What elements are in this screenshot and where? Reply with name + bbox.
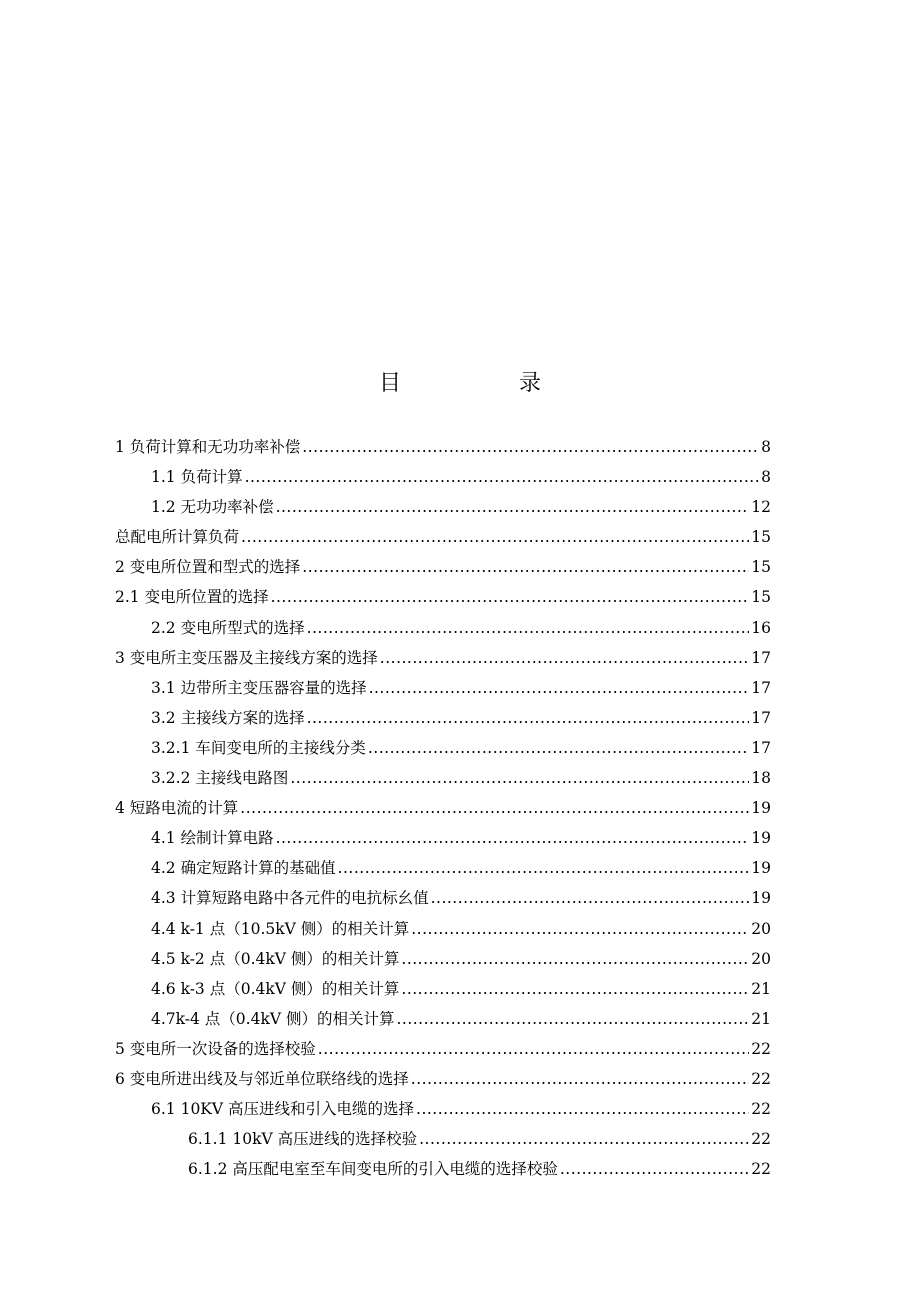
toc-entry[interactable] bbox=[115, 1094, 771, 1124]
toc-entry-page: 19 bbox=[751, 859, 771, 878]
toc-entry-page: 17 bbox=[751, 678, 771, 697]
toc-entry-page: 15 bbox=[751, 588, 771, 607]
toc-entry-page: 22 bbox=[751, 1039, 771, 1058]
toc-entry-label: 5 变电所一次设备的选择校验 bbox=[115, 1039, 316, 1058]
toc-entry-label: 6.1.1 10kV 高压进线的选择校验 bbox=[188, 1130, 418, 1149]
toc-dot-leader bbox=[411, 1064, 749, 1094]
toc-entry-page: 22 bbox=[751, 1130, 771, 1149]
toc-entry[interactable] bbox=[115, 853, 771, 883]
toc-entry[interactable] bbox=[115, 974, 771, 1004]
toc-entry[interactable] bbox=[115, 462, 771, 492]
toc-entry[interactable] bbox=[115, 793, 771, 823]
toc-entry-page: 18 bbox=[751, 769, 771, 788]
toc-entry[interactable] bbox=[115, 883, 771, 913]
toc-entry[interactable] bbox=[115, 1034, 771, 1064]
toc-dot-leader bbox=[338, 853, 750, 883]
toc-dot-leader bbox=[318, 1034, 749, 1064]
toc-entry[interactable] bbox=[115, 432, 771, 462]
toc-entry-page: 19 bbox=[751, 829, 771, 848]
toc-entry[interactable] bbox=[115, 763, 771, 793]
toc-entry[interactable] bbox=[115, 522, 771, 552]
toc-dot-leader bbox=[419, 1124, 749, 1154]
toc-entry-page: 21 bbox=[751, 1009, 771, 1028]
toc-entry-page: 19 bbox=[751, 799, 771, 818]
toc-dot-leader bbox=[307, 613, 750, 643]
toc-entry-page: 22 bbox=[751, 1069, 771, 1088]
toc-dot-leader bbox=[240, 793, 749, 823]
toc-entry-label: 3.2.1 车间变电所的主接线分类 bbox=[151, 738, 366, 757]
toc-entry-label: 2.1 变电所位置的选择 bbox=[115, 588, 269, 607]
toc-dot-leader bbox=[368, 733, 749, 763]
toc-dot-leader bbox=[276, 823, 750, 853]
toc-dot-leader bbox=[302, 432, 759, 462]
toc-entry[interactable] bbox=[115, 733, 771, 763]
toc-dot-leader bbox=[241, 522, 749, 552]
toc-dot-leader bbox=[245, 462, 760, 492]
toc-entry-page: 12 bbox=[751, 498, 771, 517]
toc-dot-leader bbox=[431, 883, 750, 913]
toc-entry-label: 4.4 k-1 点（10.5kV 侧）的相关计算 bbox=[151, 919, 410, 938]
toc-dot-leader bbox=[307, 703, 750, 733]
toc-entry-label: 1 负荷计算和无功功率补偿 bbox=[115, 438, 301, 456]
toc-entry-page: 22 bbox=[751, 1100, 771, 1119]
toc-entry-label: 3.1 边带所主变压器容量的选择 bbox=[151, 678, 367, 697]
toc-entry[interactable] bbox=[115, 944, 771, 974]
toc-dot-leader bbox=[560, 1154, 749, 1184]
toc-entry-page: 19 bbox=[751, 889, 771, 908]
toc-entry-label: 4.6 k-3 点（0.4kV 侧）的相关计算 bbox=[151, 979, 400, 998]
toc-entry-label: 3.2.2 主接线电路图 bbox=[151, 769, 289, 788]
toc-entry[interactable] bbox=[115, 1004, 771, 1034]
toc-entry-label: 1.2 无功功率补偿 bbox=[151, 498, 274, 517]
toc-dot-leader bbox=[271, 582, 750, 612]
toc-entry-label: 4.2 确定短路计算的基础值 bbox=[151, 859, 336, 878]
toc-entry-page: 20 bbox=[751, 919, 771, 938]
toc-entry[interactable] bbox=[115, 613, 771, 643]
toc-entry[interactable] bbox=[115, 1124, 771, 1154]
toc-entry[interactable] bbox=[115, 703, 771, 733]
toc-entry-label: 4.3 计算短路电路中各元件的电抗标幺值 bbox=[151, 889, 429, 908]
toc-entry-label: 总配电所计算负荷 bbox=[115, 528, 240, 547]
toc-dot-leader bbox=[416, 1094, 749, 1124]
toc-entry-page: 21 bbox=[751, 979, 771, 998]
toc-dot-leader bbox=[380, 643, 749, 673]
toc-entry[interactable] bbox=[115, 552, 771, 582]
toc-entry[interactable] bbox=[115, 643, 771, 673]
toc-dot-leader bbox=[411, 914, 749, 944]
toc-entry-label: 2.2 变电所型式的选择 bbox=[151, 618, 305, 637]
toc-entry-label: 6 变电所进出线及与邻近单位联络线的选择 bbox=[115, 1069, 409, 1088]
toc-entry[interactable] bbox=[115, 673, 771, 703]
toc-entry-label: 3 变电所主变压器及主接线方案的选择 bbox=[115, 648, 378, 667]
toc-entry-label: 4 短路电流的计算 bbox=[115, 799, 239, 818]
toc-dot-leader bbox=[276, 492, 750, 522]
toc-entry[interactable] bbox=[115, 914, 771, 944]
toc-entry-page: 15 bbox=[751, 558, 771, 577]
toc-entry-label: 1.1 负荷计算 bbox=[151, 468, 243, 487]
toc-entry-page: 16 bbox=[751, 618, 771, 637]
toc-dot-leader bbox=[396, 1004, 749, 1034]
toc-dot-leader bbox=[401, 944, 749, 974]
toc-entry[interactable] bbox=[115, 582, 771, 612]
toc-entry-page: 17 bbox=[751, 648, 771, 667]
toc-entry-page: 8 bbox=[761, 468, 771, 487]
toc-title: 目 录 bbox=[378, 371, 589, 396]
toc-entry[interactable] bbox=[115, 823, 771, 853]
toc-entry-page: 15 bbox=[751, 528, 771, 547]
toc-entry-label: 3.2 主接线方案的选择 bbox=[151, 708, 305, 727]
toc-dot-leader bbox=[302, 552, 749, 582]
toc-entry-label: 6.1 10KV 高压进线和引入电缆的选择 bbox=[151, 1100, 415, 1119]
toc-dot-leader bbox=[290, 763, 749, 793]
toc-entry[interactable] bbox=[115, 492, 771, 522]
toc-entry-label: 4.1 绘制计算电路 bbox=[151, 829, 274, 848]
toc-entry[interactable] bbox=[115, 1064, 771, 1094]
toc-entry-label: 2 变电所位置和型式的选择 bbox=[115, 558, 301, 577]
toc-dot-leader bbox=[369, 673, 750, 703]
toc-entry-page: 17 bbox=[751, 708, 771, 727]
toc-entry-page: 17 bbox=[751, 738, 771, 757]
toc-entry-page: 20 bbox=[751, 949, 771, 968]
table-of-contents bbox=[115, 432, 771, 1184]
toc-entry-page: 22 bbox=[751, 1160, 771, 1179]
toc-entry[interactable] bbox=[115, 1154, 771, 1184]
toc-entry-label: 6.1.2 高压配电室至车间变电所的引入电缆的选择校验 bbox=[188, 1160, 558, 1179]
toc-dot-leader bbox=[401, 974, 749, 1004]
toc-entry-label: 4.5 k-2 点（0.4kV 侧）的相关计算 bbox=[151, 949, 400, 968]
toc-entry-label: 4.7k-4 点（0.4kV 侧）的相关计算 bbox=[151, 1009, 395, 1028]
toc-entry-page: 8 bbox=[761, 438, 771, 456]
